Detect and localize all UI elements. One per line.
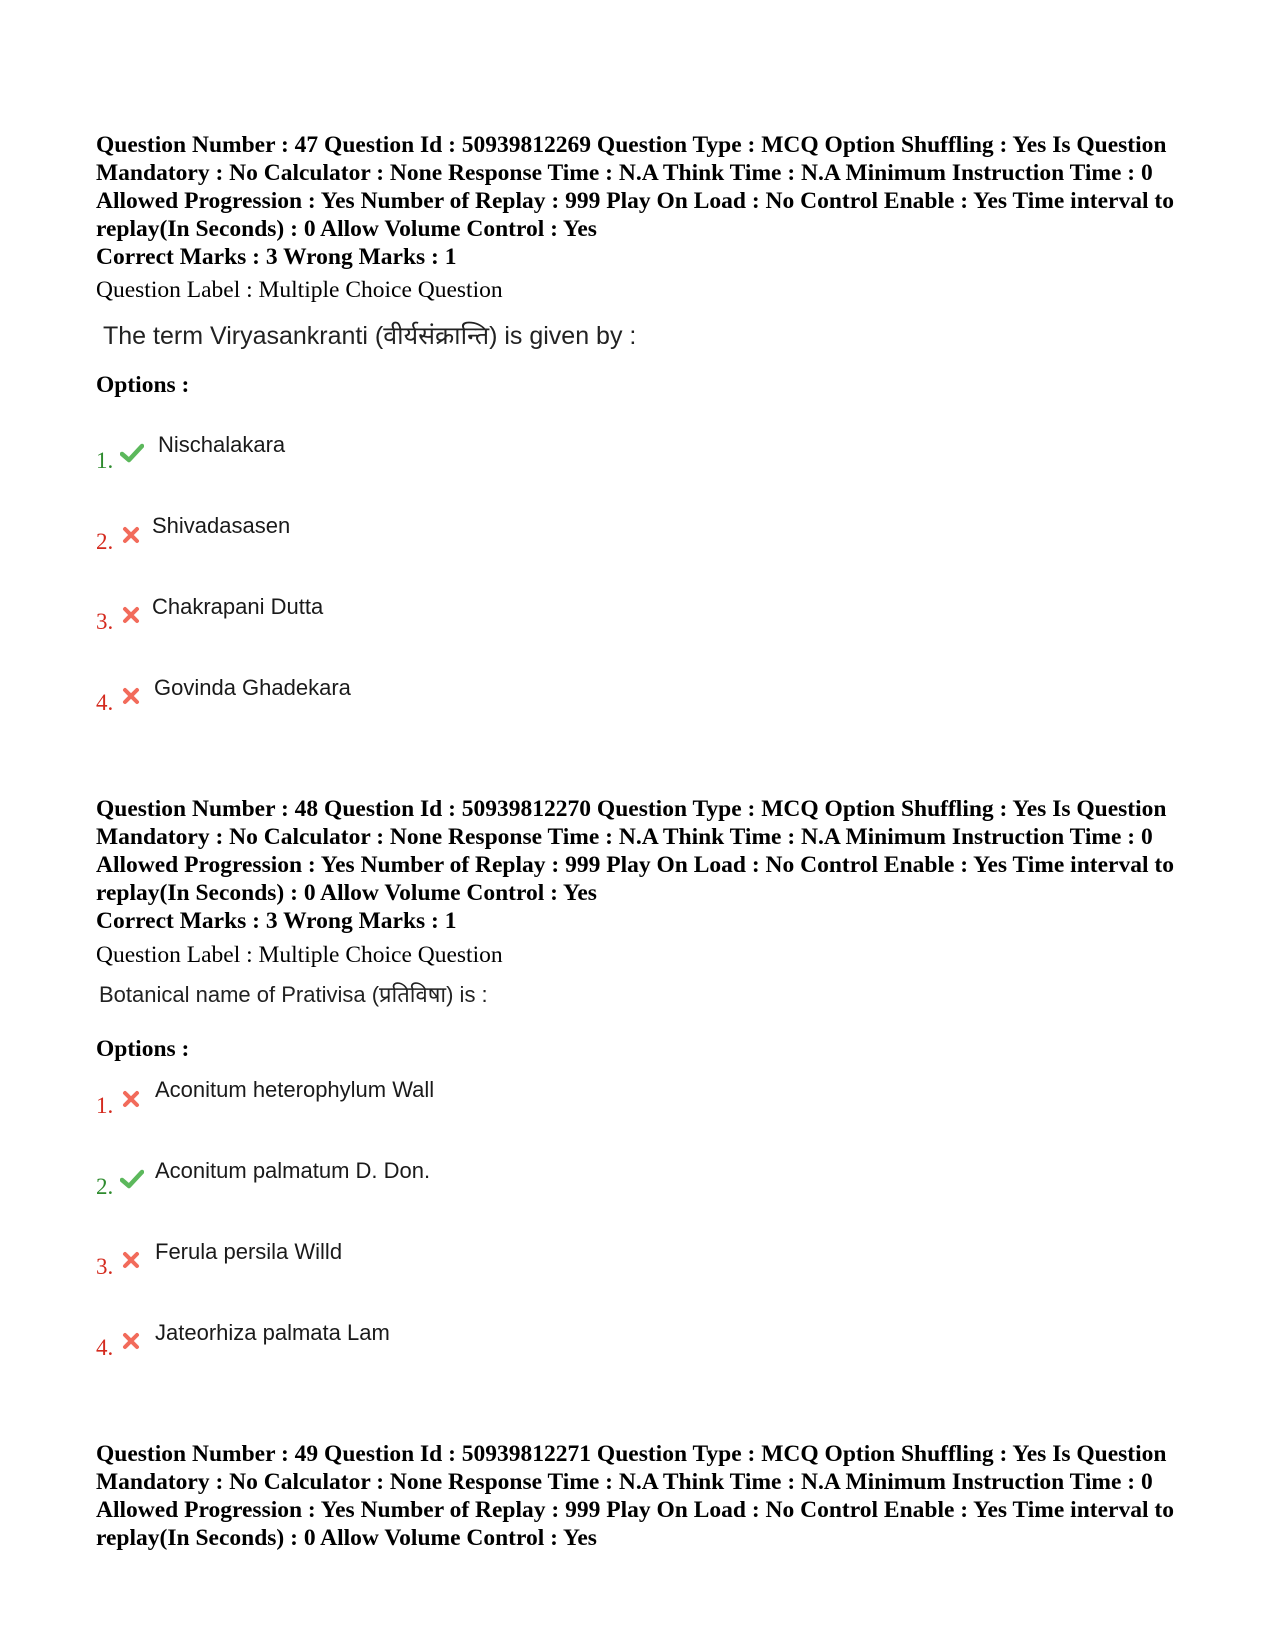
option-number: 2. (96, 1174, 114, 1199)
option-number: 3. (96, 609, 114, 634)
option-text: Aconitum heterophylum Wall (155, 1077, 435, 1102)
option-number: 4. (96, 1335, 114, 1360)
cross-icon (122, 526, 140, 544)
option-text: Jateorhiza palmata Lam (155, 1320, 390, 1345)
option-text: Chakrapani Dutta (152, 594, 324, 619)
option-text: Nischalakara (158, 432, 286, 457)
question-47-marks: Correct Marks : 3 Wrong Marks : 1 (96, 244, 457, 270)
question-47-text: The term Viryasankranti (वीर्यसंक्रान्ति) is given by : (103, 322, 637, 350)
question-47-options-heading: Options : (96, 372, 190, 398)
question-48-meta: Question Number : 48 Question Id : 50939812270 Question Type : MCQ Option Shuffling : Yes Is Question Mandatory : No Calculator : None Response Time : N.A Think Time : N.A Minimum Instruction Time : 0 Allowed Progression : Yes Number of Replay : 999 Play On Load : No Control Enable : Yes Time interval to replay(In Seconds) : 0 Allow Volume Control : Yes (96, 796, 1174, 906)
question-48-label: Question Label : Multiple Choice Question (96, 942, 503, 968)
option-number: 4. (96, 690, 114, 715)
question-49-meta: Question Number : 49 Question Id : 50939812271 Question Type : MCQ Option Shuffling : Yes Is Question Mandatory : No Calculator : None Response Time : N.A Think Time : N.A Minimum Instruction Time : 0 Allowed Progression : Yes Number of Replay : 999 Play On Load : No Control Enable : Yes Time interval to replay(In Seconds) : 0 Allow Volume Control : Yes (96, 1441, 1174, 1551)
option-text: Ferula persila Willd (155, 1239, 343, 1264)
question-48-options-heading: Options : (96, 1036, 190, 1062)
option-number: 1. (96, 1093, 114, 1118)
cross-icon (122, 1332, 140, 1350)
question-48-text: Botanical name of Prativisa (प्रतिविषा) is : (99, 982, 488, 1007)
cross-icon (122, 1090, 140, 1108)
question-47-label: Question Label : Multiple Choice Question (96, 277, 503, 303)
option-number: 1. (96, 448, 114, 473)
cross-icon (122, 606, 140, 624)
cross-icon (122, 1251, 140, 1269)
question-48-marks: Correct Marks : 3 Wrong Marks : 1 (96, 908, 457, 934)
option-text: Shivadasasen (152, 513, 291, 538)
option-number: 2. (96, 529, 114, 554)
cross-icon (122, 687, 140, 705)
check-icon (120, 1167, 144, 1191)
option-text: Govinda Ghadekara (154, 675, 351, 700)
option-text: Aconitum palmatum D. Don. (155, 1158, 431, 1183)
check-icon (120, 441, 144, 465)
option-number: 3. (96, 1254, 114, 1279)
question-47-meta: Question Number : 47 Question Id : 50939812269 Question Type : MCQ Option Shuffling : Yes Is Question Mandatory : No Calculator : None Response Time : N.A Think Time : N.A Minimum Instruction Time : 0 Allowed Progression : Yes Number of Replay : 999 Play On Load : No Control Enable : Yes Time interval to replay(In Seconds) : 0 Allow Volume Control : Yes (96, 132, 1174, 242)
